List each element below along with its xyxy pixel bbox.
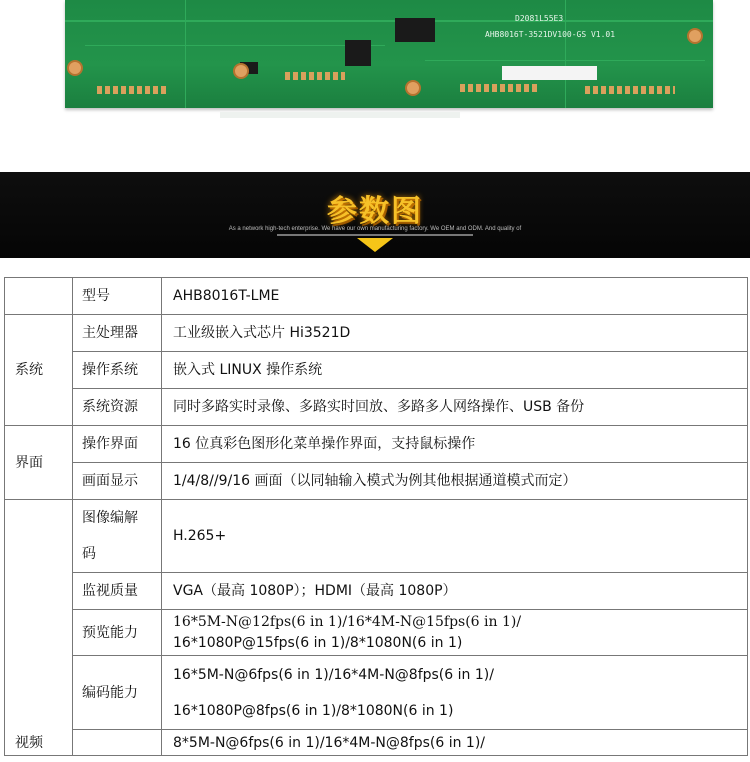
table-row <box>5 610 748 656</box>
table-row <box>5 278 748 315</box>
banner-title: 参数图 <box>327 194 423 229</box>
param-value-line: 嵌入式 LINUX 操作系统 <box>173 362 323 378</box>
param-value <box>162 463 748 500</box>
param-name-line: 图像编解 <box>82 510 138 526</box>
param-value <box>162 389 748 426</box>
param-value <box>162 573 748 610</box>
param-name: 操作界面 <box>73 426 162 463</box>
group-label: 视频 <box>15 735 43 751</box>
param-name: 画面显示 <box>73 463 162 500</box>
param-value-line: 8*5M-N@6fps(6 in 1)/16*4M-N@8fps(6 in 1)/ <box>173 735 486 751</box>
table-row <box>5 389 748 426</box>
group-cell <box>5 278 73 315</box>
param-name-line: 码 <box>82 546 96 562</box>
table-row <box>5 426 748 463</box>
group-cell <box>5 500 73 756</box>
param-name <box>73 730 162 756</box>
param-name <box>73 500 162 573</box>
param-name: 预览能力 <box>73 610 162 656</box>
param-value-line: 16*1080P@15fps(6 in 1)/8*1080N(6 in 1) <box>173 634 463 651</box>
param-value <box>162 352 748 389</box>
param-value-line: VGA（最高 1080P）；HDMI（最高 1080P） <box>173 583 457 599</box>
table-row <box>5 463 748 500</box>
param-value <box>162 730 748 756</box>
param-value-line: 16 位真彩色图形化菜单操作界面，支持鼠标操作 <box>173 436 476 452</box>
table-row <box>5 315 748 352</box>
param-value-line: 1/4/8//9/16 画面（以同轴输入模式为例其他根据通道模式而定） <box>173 473 577 489</box>
param-name: 型号 <box>73 278 162 315</box>
pcb-board: D2081L55E3 AHB8016T-3521DV100-GS V1.01 <box>65 0 713 108</box>
param-value-line: 16*5M-N@12fps(6 in 1)/16*4M-N@15fps(6 in 1)/ <box>173 613 522 630</box>
param-value <box>162 500 748 573</box>
down-arrow-icon <box>357 238 393 252</box>
group-cell: 界面 <box>5 426 73 500</box>
param-name: 系统资源 <box>73 389 162 426</box>
param-name: 主处理器 <box>73 315 162 352</box>
param-name: 操作系统 <box>73 352 162 389</box>
param-name: 监视质量 <box>73 573 162 610</box>
table-row <box>5 730 748 756</box>
param-value <box>162 426 748 463</box>
table-row <box>5 656 748 730</box>
param-value <box>162 610 748 656</box>
pcb-board-photo <box>0 0 750 160</box>
param-value <box>162 278 748 315</box>
param-value-line: H.265+ <box>173 528 227 544</box>
param-name: 编码能力 <box>73 656 162 730</box>
param-value-line: 工业级嵌入式芯片 Hi3521D <box>173 325 351 341</box>
param-value-line: 同时多路实时录像、多路实时回放、多路多人网络操作、USB 备份 <box>173 399 585 415</box>
section-banner <box>0 172 750 258</box>
table-row <box>5 500 748 573</box>
param-value <box>162 315 748 352</box>
table-row <box>5 573 748 610</box>
banner-subtitle: As a network high-tech enterprise. We have our own manufacturing factory. We OEM and ODM. And quality of <box>228 226 522 232</box>
table-row <box>5 352 748 389</box>
group-cell: 系统 <box>5 315 73 426</box>
spec-table <box>4 277 748 756</box>
param-value <box>162 656 748 730</box>
param-value-line: 16*5M-N@6fps(6 in 1)/16*4M-N@8fps(6 in 1)/ <box>173 666 494 683</box>
banner-divider <box>277 234 473 236</box>
param-value-line: 16*1080P@8fps(6 in 1)/8*1080N(6 in 1) <box>173 702 454 719</box>
param-value-line: AHB8016T-LME <box>173 288 280 304</box>
